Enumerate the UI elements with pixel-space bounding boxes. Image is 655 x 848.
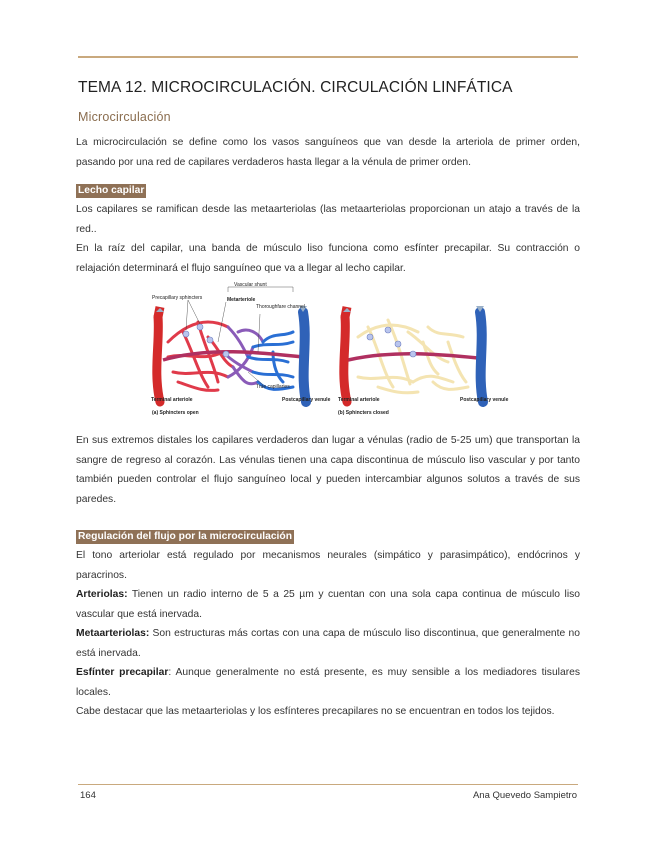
- label-precapillary-sphincters: Precapillary sphincters: [152, 295, 203, 301]
- label-true-capillaries: True capillaries: [256, 384, 290, 390]
- bottom-rule: [78, 784, 578, 785]
- label-postcapillary-venule-b: Postcapillary venule: [460, 397, 509, 403]
- author-name: Ana Quevedo Sampietro: [472, 790, 577, 801]
- label-terminal-arteriole-b: Terminal arteriole: [338, 397, 380, 403]
- label-metarteriole: Metarteriole: [227, 297, 256, 303]
- venulas-paragraph: En sus extremos distales los capilares verdaderos dan lugar a vénulas (radio de 5-25 um) que transportan la sangre de regreso al corazón. Las vénulas tienen una capa discontinua de músculo liso vascular y por tanto también pueden controlar el flujo sanguíneo local y pueden intercambiar algunos solutos a través de sus paredes.: [76, 435, 580, 505]
- intro-paragraph: La microcirculación se define como los vasos sanguíneos que van desde la arteriola de primer orden, pasando por una red de capilares verdaderos hasta llegar a la vénula de primer orden.: [76, 137, 580, 168]
- regulacion-paragraph-1: El tono arteriolar está regulado por mecanismos neurales (simpático y parasimpático), endócrinos y paracrinos.: [76, 550, 580, 581]
- capillary-bed-figure: [148, 282, 513, 417]
- esfinter-paragraph: [76, 663, 580, 702]
- label-vascular-shunt: Vascular shunt: [234, 282, 267, 288]
- section-title: Microcirculación: [78, 110, 171, 124]
- panel-closed-network: [343, 306, 484, 402]
- page-number: 164: [80, 790, 96, 801]
- page-title: TEMA 12. MICROCIRCULACIÓN. CIRCULACIÓN LINFÁTICA: [78, 79, 513, 96]
- arteriolas-paragraph: [76, 585, 580, 624]
- final-paragraph: Cabe destacar que las metaarteriolas y los esfínteres precapilares no se encuentran en todos los tejidos.: [76, 706, 555, 717]
- esfinter-text: : Aunque generalmente no está presente, es muy sensible a los mediadores tisulares locales.: [76, 667, 580, 698]
- capillary-bed-illustration: [148, 282, 513, 417]
- esfinter-term: Esfínter precapilar: [76, 667, 169, 678]
- label-thoroughfare-channel: Thoroughfare channel: [256, 304, 305, 310]
- top-rule: [78, 56, 578, 58]
- label-terminal-arteriole-a: Terminal arteriole: [151, 397, 193, 403]
- caption-sphincters-closed: (b) Sphincters closed: [338, 410, 389, 416]
- arteriolas-term: Arteriolas:: [76, 589, 128, 600]
- arteriolas-text: Tienen un radio interno de 5 a 25 µm y cuentan con una sola capa continua de músculo liso vascular que está inervada.: [76, 589, 580, 620]
- metaarteriolas-text: Son estructuras más cortas con una capa de músculo liso discontinua, que generalmente no está inervada.: [76, 628, 580, 659]
- metaarteriolas-paragraph: [76, 624, 580, 663]
- caption-sphincters-open: (a) Sphincters open: [152, 410, 199, 416]
- lecho-paragraph-2: En la raíz del capilar, una banda de músculo liso funciona como esfínter precapilar. Su contracción o relajación determinará el flujo sanguíneo que va a llegar al lecho capilar.: [76, 243, 580, 274]
- label-postcapillary-venule-a: Postcapillary venule: [282, 397, 331, 403]
- heading-lecho-capilar: Lecho capilar: [78, 185, 145, 196]
- lecho-paragraph-1: Los capilares se ramifican desde las metaarteriolas (las metaarteriolas proporcionan un atajo a través de la red..: [76, 204, 580, 235]
- heading-regulacion: Regulación del flujo por la microcirculación: [78, 531, 292, 542]
- metaarteriolas-term: Metaarteriolas:: [76, 628, 150, 639]
